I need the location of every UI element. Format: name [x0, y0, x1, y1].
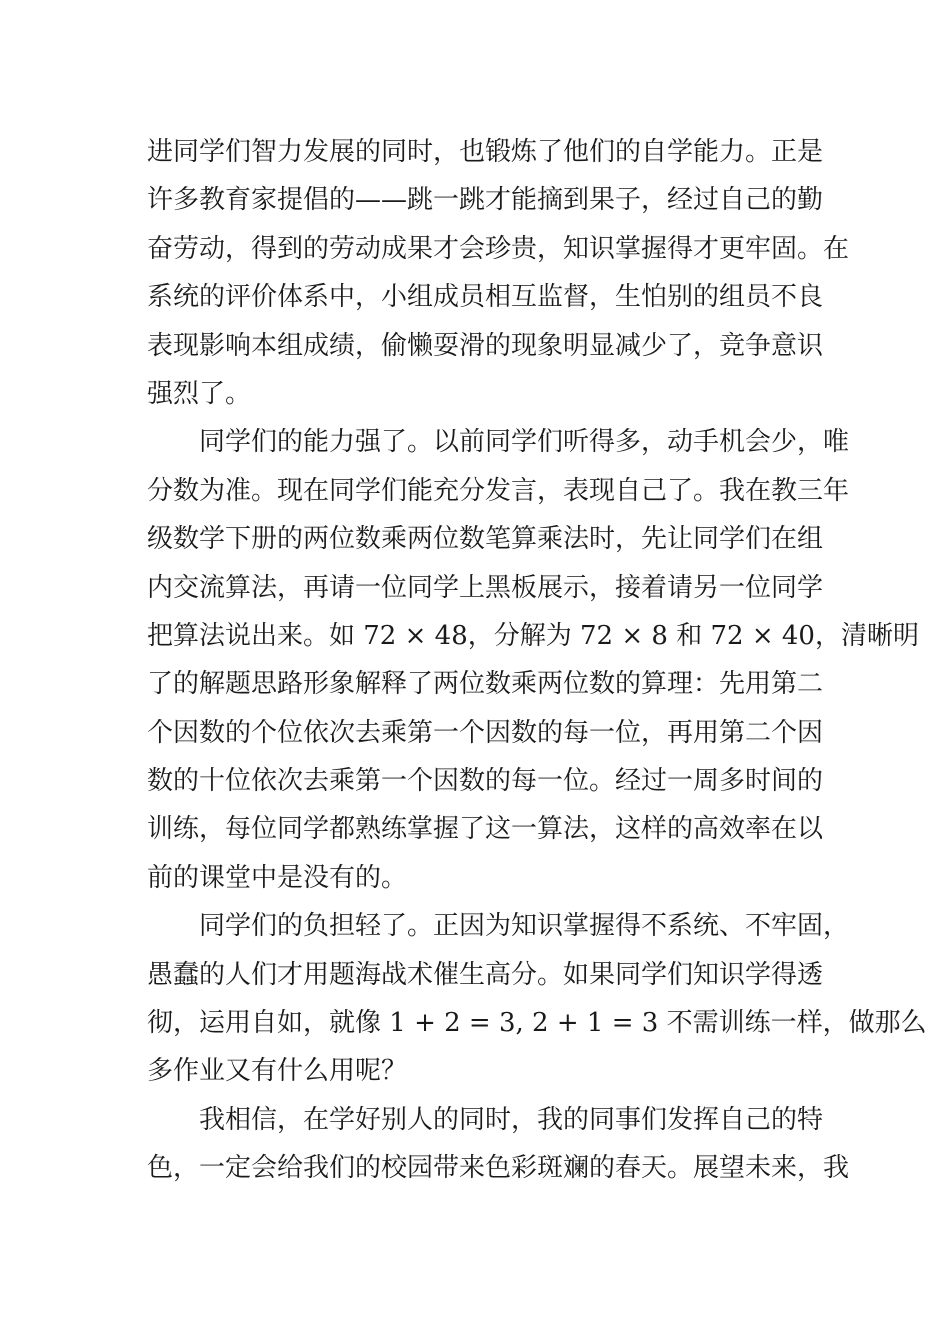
paragraph	[147, 1096, 850, 1193]
text-line: 多作业又有什么用呢？	[147, 1056, 408, 1087]
text-line: 进同学们智力发展的同时，也锻炼了他们的自学能力。正是	[147, 137, 824, 167]
paragraph	[147, 128, 850, 418]
text-line: 愚蠢的人们才用题海战术催生高分。如果同学们知识学得透	[147, 959, 824, 990]
text-line: 了的解题思路形象解释了两位数乘两位数的算理：先用第二	[147, 669, 824, 700]
text-line: 内交流算法，再请一位同学上黑板展示，接着请另一位同学	[147, 572, 824, 603]
text-line: 彻，运用自如，就像 1 + 2 = 3, 2 + 1 = 3 不需训练一样，做那么	[147, 1008, 927, 1039]
text-line: 奋劳动，得到的劳动成果才会珍贵，知识掌握得才更牢固。在	[147, 233, 850, 264]
text-line: 同学们的能力强了。以前同学们听得多，动手机会少，唯	[199, 427, 850, 458]
text-line: 把算法说出来。如 72 × 48，分解为 72 × 8 和 72 × 40，清晰明	[147, 620, 919, 651]
text-line: 分数为准。现在同学们能充分发言，表现自己了。我在教三年	[147, 475, 850, 506]
text-line: 数的十位依次去乘第一个因数的每一位。经过一周多时间的	[147, 766, 824, 797]
text-line: 表现影响本组成绩，偷懒耍滑的现象明显减少了，竞争意识	[147, 330, 824, 361]
text-line: 个因数的个位依次去乘第一个因数的每一位，再用第二个因	[147, 717, 824, 748]
text-line: 同学们的负担轻了。正因为知识掌握得不系统、不牢固，	[199, 911, 850, 942]
text-line: 色，一定会给我们的校园带来色彩斑斓的春天。展望未来，我	[147, 1153, 850, 1184]
text-line: 系统的评价体系中，小组成员相互监督，生怕别的组员不良	[147, 282, 824, 313]
text-line: 训练，每位同学都熟练掌握了这一算法，这样的高效率在以	[147, 814, 824, 845]
text-line: 级数学下册的两位数乘两位数笔算乘法时，先让同学们在组	[147, 524, 824, 555]
text-line: 我相信，在学好别人的同时，我的同事们发挥自己的特	[199, 1104, 824, 1135]
paragraph	[147, 902, 927, 1096]
text-line: 许多教育家提倡的——跳一跳才能摘到果子，经过自己的勤	[147, 185, 824, 216]
text-line: 前的课堂中是没有的。	[147, 862, 408, 893]
paragraph	[147, 418, 919, 902]
text-line: 强烈了。	[147, 378, 252, 409]
document-body	[147, 128, 927, 1193]
